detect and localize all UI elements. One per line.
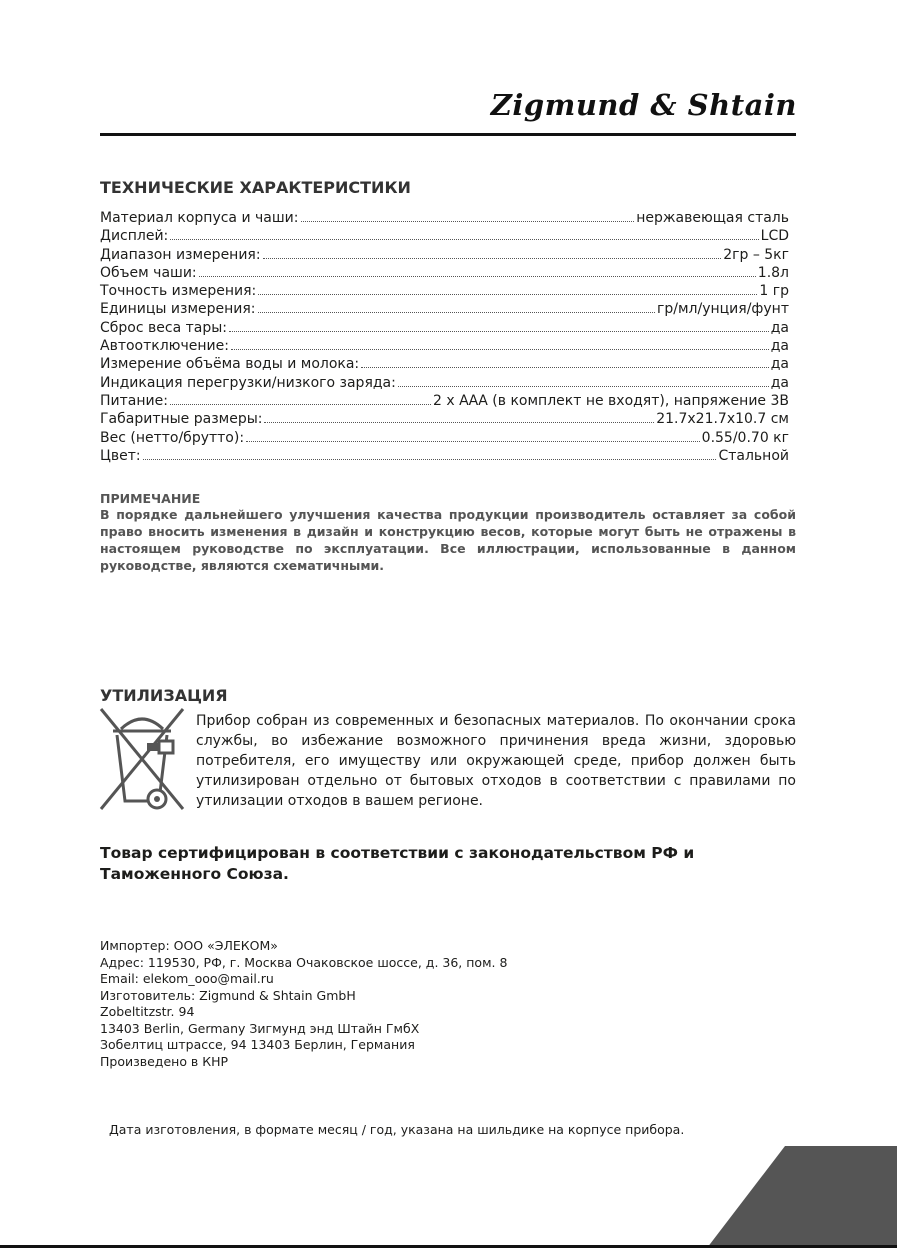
specs-heading: ТЕХНИЧЕСКИЕ ХАРАКТЕРИСТИКИ bbox=[100, 178, 411, 197]
spec-leader bbox=[258, 283, 757, 295]
spec-row bbox=[100, 429, 789, 447]
note-text: В порядке дальнейшего улучшения качества продукции производитель оставляет за собой право вносить изменения в дизайн и конструкцию весов, которые могут быть не отражены в настоящем руководстве по эксплуатации. Все иллюстрации, использованные в данном руководстве, являются схематичными. bbox=[100, 507, 796, 573]
spec-leader bbox=[170, 393, 431, 405]
spec-label: Объем чаши: bbox=[100, 264, 197, 281]
spec-leader bbox=[398, 375, 769, 387]
spec-leader bbox=[143, 448, 717, 460]
spec-row bbox=[100, 282, 789, 300]
spec-leader bbox=[246, 430, 700, 442]
spec-row bbox=[100, 447, 789, 465]
spec-label: Питание: bbox=[100, 392, 168, 409]
spec-leader bbox=[231, 338, 769, 350]
importer-line: Зобелтиц штрассе, 94 13403 Берлин, Германия bbox=[100, 1037, 415, 1052]
spec-value: 1.8л bbox=[757, 264, 789, 281]
spec-value: да bbox=[770, 374, 789, 391]
disposal-text: Прибор собран из современных и безопасных материалов. По окончании срока службы, во избежание возможного причинения вреда жизни, здоровью потребителя, его имуществу или окружающей среде, прибор должен быть утилизирован отдельно от бытовых отходов в соответствии с правилами по утилизации отходов в вашем регионе. bbox=[196, 713, 796, 809]
spec-row bbox=[100, 246, 789, 264]
spec-value: да bbox=[770, 338, 789, 355]
importer-line: Изготовитель: Zigmund & Shtain GmbH bbox=[100, 987, 356, 1003]
spec-leader bbox=[229, 320, 769, 332]
spec-row bbox=[100, 227, 789, 245]
spec-label: Единицы измерения: bbox=[100, 301, 256, 318]
importer-line: Произведено в КНР bbox=[100, 1053, 229, 1069]
crossed-out-bin-icon bbox=[99, 705, 185, 815]
spec-value: гр/мл/унция/фунт bbox=[657, 301, 789, 318]
spec-leader bbox=[199, 265, 756, 277]
spec-row bbox=[100, 355, 789, 373]
specs-list bbox=[100, 209, 789, 465]
spec-value: 2гр – 5кг bbox=[723, 246, 789, 263]
spec-label: Диапазон измерения: bbox=[100, 246, 261, 263]
corner-decoration bbox=[707, 1146, 897, 1248]
manufacture-date-note: Дата изготовления, в формате месяц / год, указана на шильдике на корпусе прибора. bbox=[109, 1122, 685, 1137]
spec-row bbox=[100, 264, 789, 282]
spec-value: 1 гр bbox=[759, 283, 789, 300]
spec-value: да bbox=[770, 319, 789, 336]
spec-leader bbox=[263, 247, 722, 259]
spec-label: Сброс веса тары: bbox=[100, 319, 227, 336]
spec-value: да bbox=[770, 356, 789, 373]
spec-label: Индикация перегрузки/низкого заряда: bbox=[100, 374, 396, 391]
importer-line: Email: elekom_ooo@mail.ru bbox=[100, 971, 274, 986]
disposal-heading: УТИЛИЗАЦИЯ bbox=[100, 686, 228, 705]
importer-line: 13403 Berlin, Germany Зигмунд энд Штайн ГмбХ bbox=[100, 1020, 420, 1036]
spec-row bbox=[100, 319, 789, 337]
header-rule bbox=[100, 133, 796, 136]
note-heading: ПРИМЕЧАНИЕ bbox=[100, 491, 201, 506]
spec-row bbox=[100, 337, 789, 355]
spec-value: Стальной bbox=[718, 447, 789, 464]
importer-info bbox=[100, 938, 507, 1070]
brand-logo: Zigmund & Shtain bbox=[490, 88, 797, 122]
spec-value: 21.7х21.7х10.7 см bbox=[656, 411, 789, 428]
importer-line: Адрес: 119530, РФ, г. Москва Очаковское шоссе, д. 36, пом. 8 bbox=[100, 954, 508, 970]
spec-label: Автоотключение: bbox=[100, 338, 229, 355]
spec-value: нержавеющая сталь bbox=[636, 210, 789, 226]
spec-row bbox=[100, 410, 789, 428]
spec-row bbox=[100, 209, 789, 227]
spec-leader bbox=[170, 228, 758, 240]
spec-label: Цвет: bbox=[100, 447, 141, 464]
spec-value: 2 х ААА (в комплект не входят), напряжение 3В bbox=[433, 392, 789, 409]
spec-value: LCD bbox=[760, 228, 789, 245]
spec-label: Вес (нетто/брутто): bbox=[100, 429, 245, 446]
importer-line: Импортер: ООО «ЭЛЕКОМ» bbox=[100, 938, 278, 953]
spec-label: Точность измерения: bbox=[100, 283, 257, 300]
spec-row bbox=[100, 300, 789, 318]
spec-leader bbox=[264, 411, 654, 423]
spec-label: Габаритные размеры: bbox=[100, 411, 263, 428]
certification-text: Товар сертифицирован в соответствии с законодательством РФ и Таможенного Союза. bbox=[100, 844, 695, 883]
spec-leader bbox=[361, 356, 769, 368]
spec-label: Измерение объёма воды и молока: bbox=[100, 356, 360, 373]
importer-line: Zobeltitzstr. 94 bbox=[100, 1004, 195, 1019]
spec-row bbox=[100, 392, 789, 410]
spec-label: Дисплей: bbox=[100, 228, 169, 245]
spec-value: 0.55/0.70 кг bbox=[701, 429, 789, 446]
spec-label: Материал корпуса и чаши: bbox=[100, 210, 299, 226]
spec-leader bbox=[301, 210, 635, 222]
spec-leader bbox=[258, 301, 656, 313]
spec-row bbox=[100, 374, 789, 392]
